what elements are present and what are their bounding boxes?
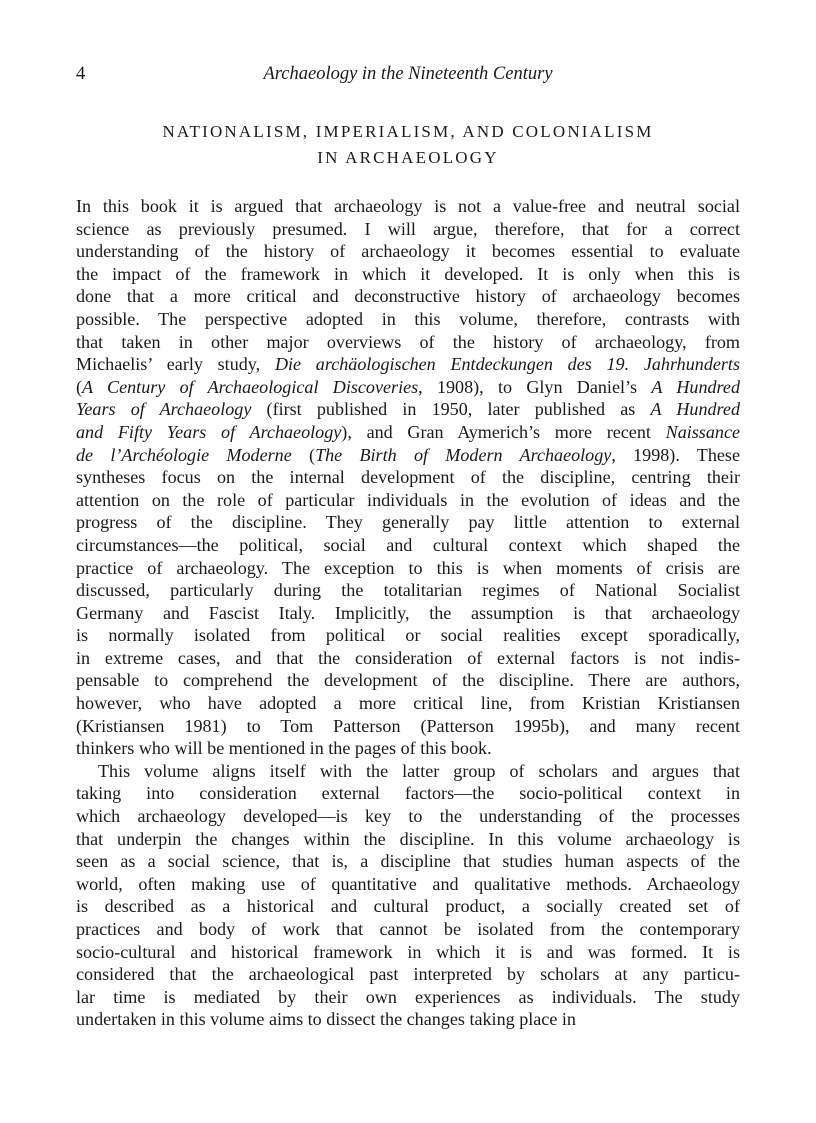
text-line [76,669,740,692]
text-line [76,308,740,331]
italic-title: The Birth of Modern Archaeology [315,444,612,465]
text-segment: discussed, particularly during the totalitarian regimes of National Socialist [76,580,740,601]
text-segment: taking into consideration external factors—the socio-political context in [76,783,740,804]
text-line [76,760,740,783]
text-segment: that taken in other major overviews of the history of archaeology, from [76,331,740,352]
text-segment: attention on the role of particular individuals in the evolution of ideas and the [76,489,740,510]
text-line [76,986,740,1009]
text-segment: considered that the archaeological past interpreted by scholars at any particu- [76,964,740,985]
text-segment: , 1998). These [611,444,740,465]
text-segment: practices and body of work that cannot be isolated from the contemporary [76,919,740,939]
text-segment: science as previously presumed. I will argue, therefore, that for a correct [76,218,740,239]
text-line [76,489,740,512]
text-line [76,444,740,467]
text-segment: Michaelis’ early study, [76,354,275,375]
text-line [76,421,740,444]
text-line [76,285,740,308]
text-segment: possible. The perspective adopted in this volume, therefore, contrasts with [76,308,740,329]
text-segment: that underpin the changes within the discipline. In this volume archaeology is [76,828,740,849]
text-line [76,624,740,647]
body-text [76,195,740,1031]
text-line [76,963,740,986]
text-segment: thinkers who will be mentioned in the pages of this book. [76,738,492,759]
text-line [76,782,740,805]
paragraph [76,760,740,1031]
text-line [76,895,740,918]
text-line [76,376,740,399]
italic-title: Die archäologischen Entdeckungen des 19. Jahrhunderts [274,354,741,375]
text-segment: the impact of the framework in which it developed. It is only when this is [76,263,740,284]
text-segment: ( [76,376,83,397]
text-line [76,195,740,218]
text-line [76,557,740,580]
text-segment: ), and Gran Aymerich’s more recent [341,421,666,442]
text-segment: syntheses focus on the internal development of the discipline, centring their [76,467,740,488]
section-heading [76,119,740,171]
text-segment: world, often making use of quantitative and qualitative methods. Archaeology [76,873,740,894]
text-segment: , 1908), to Glyn Daniel’s [418,376,652,397]
text-segment: progress of the discipline. They generally pay little attention to external [76,512,740,533]
section-heading-line-1: NATIONALISM, IMPERIALISM, AND COLONIALISM [162,122,654,141]
text-segment: This volume aligns itself with the latter group of scholars and argues that [98,760,740,781]
text-line [76,579,740,602]
text-segment: which archaeology developed—is key to the understanding of the processes [76,806,740,827]
text-segment: is described as a historical and cultural product, a socially created set of [76,896,740,917]
text-line [76,353,740,376]
text-line [76,805,740,828]
section-heading-line-2: IN ARCHAEOLOGY [317,148,499,167]
text-segment: in extreme cases, and that the consideration of external factors is not indis- [76,647,740,668]
text-line [76,263,740,286]
text-segment: ( [291,444,316,465]
text-line [76,1008,740,1031]
italic-title: A Hundred [651,376,740,397]
text-segment: In this book it is argued that archaeology is not a value-free and neutral social [76,196,740,216]
text-line [76,737,740,760]
page-number: 4 [76,64,86,84]
text-line [76,466,740,489]
paragraph [76,195,740,760]
text-line [76,240,740,263]
text-line [76,828,740,851]
text-line [76,873,740,896]
text-line [76,511,740,534]
italic-title: Years of Archaeology [76,399,252,420]
text-line [76,692,740,715]
text-segment: understanding of the history of archaeology it becomes essential to evaluate [76,241,740,262]
text-line [76,602,740,625]
text-line [76,647,740,670]
text-line [76,331,740,354]
text-segment: (Kristiansen 1981) to Tom Patterson (Patterson 1995b), and many recent [76,715,740,736]
italic-title: A Hundred [650,399,740,420]
text-segment: seen as a social science, that is, a discipline that studies human aspects of the [76,851,740,872]
text-line [76,850,740,873]
italic-title: de l’Archéologie Moderne [76,444,292,465]
text-segment: undertaken in this volume aims to dissect the changes taking place in [76,1009,576,1030]
text-segment: however, who have adopted a more critical line, from Kristian Kristiansen [76,693,740,714]
text-segment: is normally isolated from political or social realities except sporadically, [76,625,740,646]
text-segment: pensable to comprehend the development of the discipline. There are authors, [76,670,740,691]
text-segment: Germany and Fascist Italy. Implicitly, the assumption is that archaeology [76,602,740,623]
text-segment: circumstances—the political, social and cultural context which shaped the [76,534,740,555]
italic-title: and Fifty Years of Archaeology [76,421,342,442]
text-line [76,918,740,941]
text-segment: done that a more critical and deconstructive history of archaeology becomes [76,286,740,307]
text-line [76,218,740,241]
text-line [76,715,740,738]
text-line [76,398,740,421]
text-segment: lar time is mediated by their own experiences as individuals. The study [76,986,740,1007]
text-segment: socio-cultural and historical framework in which it is and was formed. It is [76,941,740,962]
text-segment: (first published in 1950, later published as [251,399,651,420]
text-line [76,941,740,964]
text-segment: practice of archaeology. The exception to this is when moments of crisis are [76,557,740,578]
running-title: Archaeology in the Nineteenth Century [263,64,553,84]
italic-title: A Century of Archaeological Discoveries [82,376,419,397]
italic-title: Naissance [665,421,741,442]
running-head [76,62,740,86]
book-page [76,62,740,1031]
text-line [76,534,740,557]
